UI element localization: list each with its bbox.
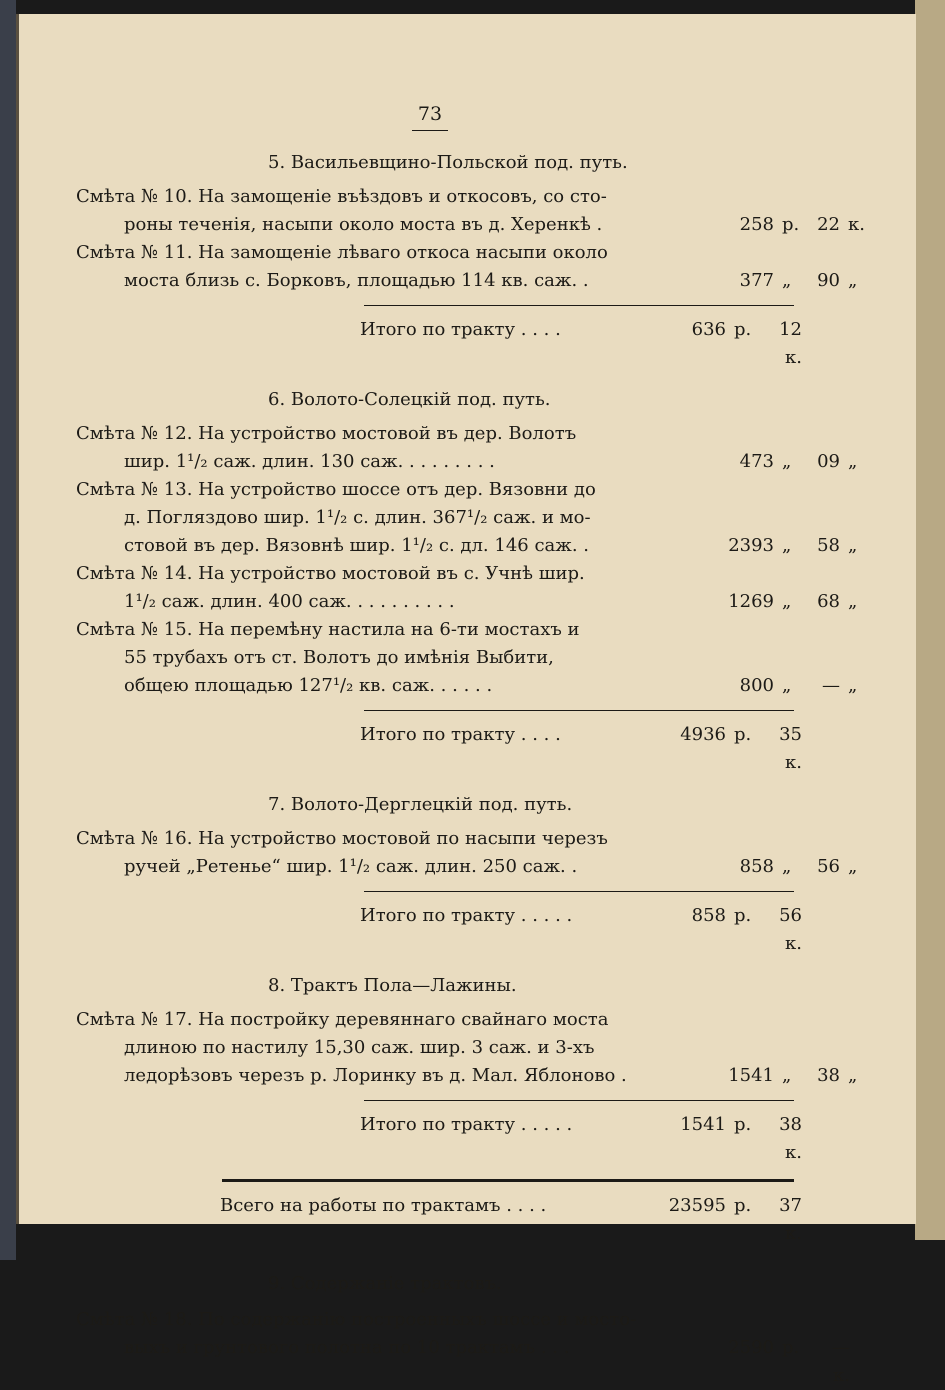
estimate-text: длиною по настилу 15,30 саж. шир. 3 саж. и 3-хъ: [124, 1037, 595, 1058]
estimate-line: [76, 211, 865, 239]
estimate-line: [76, 560, 796, 588]
estimate-rub: „: [782, 856, 792, 877]
section-total-label: Итого по тракту . . . .: [360, 319, 561, 340]
estimate-rub: „: [782, 535, 792, 556]
estimate-line: [76, 183, 796, 211]
total-rule: [364, 891, 794, 892]
estimate-text: Смѣта № 16. На устройство мостовой по насыпи черезъ: [76, 828, 608, 849]
estimate-rub: „: [782, 675, 792, 696]
section-total-amount: 858: [691, 905, 726, 926]
section-total-kop: 56 к.: [779, 905, 802, 954]
estimate-kop-unit: „: [848, 1065, 858, 1086]
estimate-amount: 858: [739, 856, 774, 877]
estimate-18-line-2: [76, 1334, 850, 1390]
estimate-text: Смѣта № 14. На устройство мостовой въ с. Учнѣ шир.: [76, 563, 585, 584]
estimate-line: [76, 267, 858, 295]
grand-total-kop: 37 к.: [779, 1195, 802, 1244]
estimate-18-rub: р.: [782, 1337, 800, 1358]
estimate-text: Смѣта № 12. На устройство мостовой въ дер. Волотъ: [76, 423, 577, 444]
estimate-kop: 38: [817, 1065, 840, 1086]
section-total-label: Итого по тракту . . . . .: [360, 1114, 573, 1135]
estimate-line: [76, 504, 796, 532]
estimate-line: [76, 644, 796, 672]
section-total-amount: 1541: [680, 1114, 726, 1135]
grand-total-rub: р.: [734, 1195, 752, 1216]
estimate-text: Смѣта № 17. На постройку деревяннаго свайнаго моста: [76, 1009, 609, 1030]
section-total-label: Итого по тракту . . . . .: [360, 905, 573, 926]
estimate-line: [76, 588, 858, 616]
estimate-rub: „: [782, 1065, 792, 1086]
estimate-text: ручей „Ретенье“ шир. 1¹/₂ саж. длин. 250 саж. .: [124, 856, 578, 877]
grand-total-row: [76, 1192, 802, 1248]
section-total-rub: р.: [734, 319, 752, 340]
section-total-rub: р.: [734, 905, 752, 926]
estimate-kop-unit: к.: [848, 214, 865, 235]
section-heading: 7. Волото-Дерглецкій под. путь.: [268, 794, 573, 815]
section-total-row: [76, 902, 802, 958]
estimate-amount: 377: [739, 270, 774, 291]
estimate-text: 55 трубахъ отъ ст. Волотъ до имѣнія Выбити,: [124, 647, 554, 668]
estimate-amount: 800: [739, 675, 774, 696]
estimate-text: д. Погляздово шир. 1¹/₂ с. длин. 367¹/₂ саж. и мо-: [124, 507, 591, 528]
section-total-kop: 38 к.: [779, 1114, 802, 1163]
estimate-text: ледорѣзовъ черезъ р. Лоринку въ д. Мал. Яблоново .: [124, 1065, 627, 1086]
estimate-18-text-1: Смѣта № 18. По содержанію построенныхъ шоссе и мосто-: [76, 1309, 637, 1330]
estimate-amount: 1269: [728, 591, 774, 612]
estimate-kop-unit: „: [848, 535, 858, 556]
estimate-kop-unit: „: [848, 591, 858, 612]
estimate-18-kop: — к.: [832, 1337, 850, 1386]
total-rule: [364, 1100, 794, 1101]
estimate-kop: —: [822, 675, 840, 696]
section-total-rub: р.: [734, 1114, 752, 1135]
estimate-kop: 68: [817, 591, 840, 612]
estimate-line: [76, 448, 858, 476]
estimate-line: [76, 672, 858, 700]
section-9-heading: 9. Содержаніе трактовъ.: [268, 1273, 502, 1294]
estimate-line: [76, 1034, 796, 1062]
section-total-amount: 4936: [680, 724, 726, 745]
estimate-kop: 22: [817, 214, 840, 235]
section-total-kop: 12 к.: [779, 319, 802, 368]
binding-strip: [0, 0, 16, 1260]
estimate-18-line-1: [76, 1306, 796, 1334]
grand-total-amount: 23595: [668, 1195, 726, 1216]
estimate-amount: 473: [739, 451, 774, 472]
estimate-kop: 58: [817, 535, 840, 556]
estimate-line: [76, 1062, 858, 1090]
sections-container: [76, 149, 865, 1167]
estimate-kop-unit: „: [848, 856, 858, 877]
estimate-kop: 90: [817, 270, 840, 291]
section-total-rub: р.: [734, 724, 752, 745]
section-heading: 8. Трактъ Пола—Лажины.: [268, 975, 517, 996]
page-content: [76, 100, 865, 1390]
section-heading: 5. Васильевщино-Польской под. путь.: [268, 152, 628, 173]
section-total-row: [76, 316, 802, 372]
section-total-amount: 636: [691, 319, 726, 340]
estimate-kop-unit: „: [848, 451, 858, 472]
estimate-kop: 56: [817, 856, 840, 877]
section-total-row: [76, 721, 802, 777]
estimate-text: моста близь с. Борковъ, площадью 114 кв. саж. .: [124, 270, 589, 291]
total-rule: [364, 710, 794, 711]
section-total-label: Итого по тракту . . . .: [360, 724, 561, 745]
section-total-row: [76, 1111, 802, 1167]
estimate-text: шир. 1¹/₂ саж. длин. 130 саж. . . . . . . . .: [124, 451, 495, 472]
section-heading: 6. Волото-Солецкій под. путь.: [268, 389, 551, 410]
estimate-18-amount: 2590: [728, 1337, 774, 1358]
estimate-text: 1¹/₂ саж. длин. 400 саж. . . . . . . . . .: [124, 591, 455, 612]
estimate-amount: 2393: [728, 535, 774, 556]
estimate-amount: 1541: [728, 1065, 774, 1086]
estimate-text: Смѣта № 13. На устройство шоссе отъ дер. Вязовни до: [76, 479, 596, 500]
page-number: 73: [70, 100, 790, 131]
estimate-amount: 258: [739, 214, 774, 235]
estimate-rub: „: [782, 270, 792, 291]
grand-total-label: Всего на работы по трактамъ . . . .: [220, 1195, 547, 1216]
estimate-kop: 09: [817, 451, 840, 472]
estimate-line: [76, 239, 796, 267]
estimate-18-text-2: выхъ и грунтового полотна по 10 трактамъ . . .: [124, 1337, 570, 1358]
estimate-text: Смѣта № 15. На перемѣну настила на 6-ти мостахъ и: [76, 619, 580, 640]
estimate-line: [76, 825, 796, 853]
estimate-text: Смѣта № 10. На замощеніе въѣздовъ и откосовъ, со сто-: [76, 186, 607, 207]
estimate-line: [76, 853, 858, 881]
estimate-line: [76, 616, 796, 644]
section-total-kop: 35 к.: [779, 724, 802, 773]
estimate-line: [76, 476, 796, 504]
estimate-text: общею площадью 127¹/₂ кв. саж. . . . . .: [124, 675, 493, 696]
estimate-line: [76, 1006, 796, 1034]
estimate-kop-unit: „: [848, 270, 858, 291]
estimate-rub: „: [782, 451, 792, 472]
total-rule: [364, 305, 794, 306]
grand-total-rule: [222, 1179, 794, 1182]
estimate-line: [76, 532, 858, 560]
estimate-kop-unit: „: [848, 675, 858, 696]
estimate-text: стовой въ дер. Вязовнѣ шир. 1¹/₂ с. дл. 146 саж. .: [124, 535, 589, 556]
page-edge: [915, 0, 945, 1240]
estimate-text: Смѣта № 11. На замощеніе лѣваго откоса насыпи около: [76, 242, 608, 263]
estimate-line: [76, 420, 796, 448]
estimate-text: роны теченія, насыпи около моста въ д. Херенкѣ .: [124, 214, 603, 235]
estimate-rub: р.: [782, 214, 800, 235]
estimate-rub: „: [782, 591, 792, 612]
